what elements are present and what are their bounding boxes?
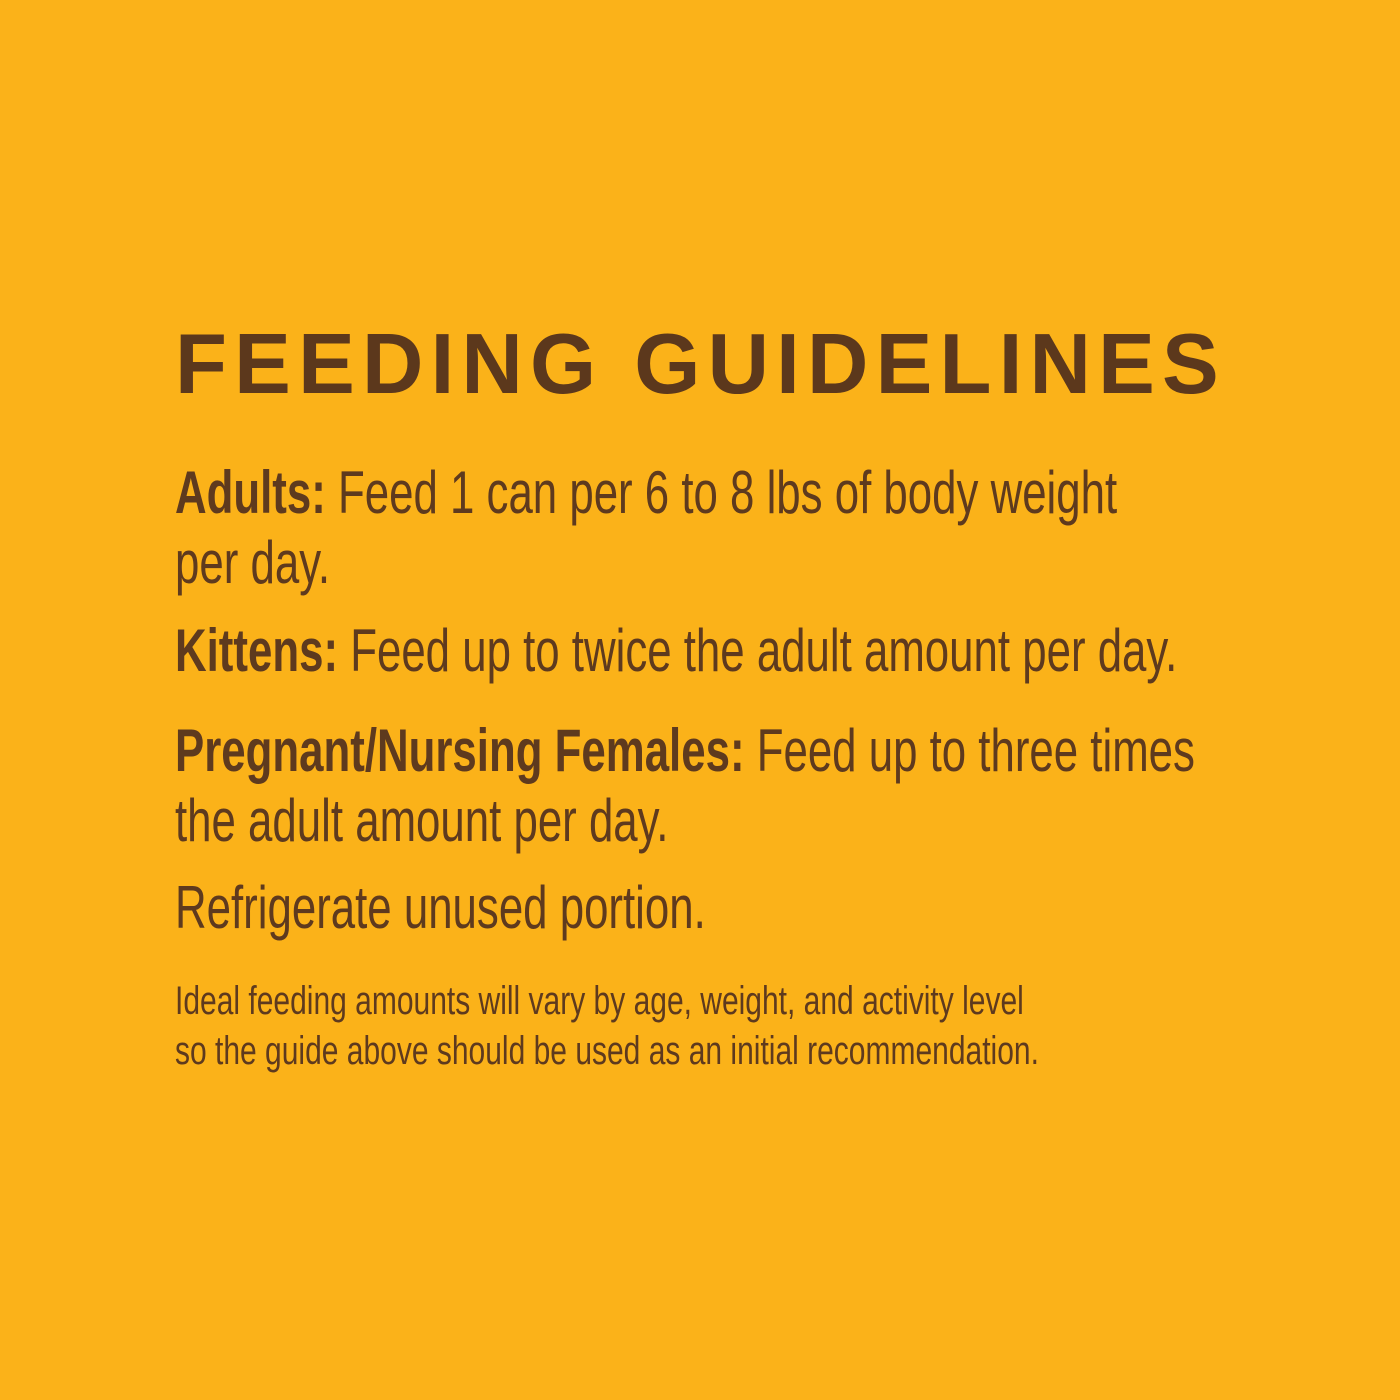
- pregnant-nursing-label: Pregnant/Nursing Females:: [175, 717, 745, 784]
- kittens-guideline: [175, 616, 1400, 686]
- adults-label: Adults:: [175, 459, 326, 526]
- adults-guideline-line-1: [175, 458, 1117, 528]
- feeding-disclaimer-line-1: Ideal feeding amounts will vary by age, weight, and activity level: [175, 979, 1024, 1023]
- pregnant-nursing-text: Feed up to three times: [756, 717, 1195, 784]
- page-title: FEEDING GUIDELINES: [175, 317, 1226, 412]
- feeding-disclaimer-line-2: so the guide above should be used as an initial recommendation.: [175, 1029, 1039, 1073]
- pregnant-nursing-guideline: [175, 716, 1400, 856]
- kittens-text: Feed up to twice the adult amount per day.: [350, 617, 1178, 684]
- refrigerate-note: [175, 873, 902, 943]
- pregnant-nursing-guideline-line-2: the adult amount per day.: [175, 787, 669, 854]
- pregnant-nursing-guideline-line-1: [175, 716, 1195, 786]
- kittens-guideline-line-1: [175, 616, 1177, 686]
- adults-guideline: [175, 458, 1400, 598]
- adults-guideline-line-2: per day.: [175, 529, 331, 596]
- refrigerate-note-line-1: Refrigerate unused portion.: [175, 874, 706, 941]
- feeding-disclaimer: [175, 976, 1327, 1076]
- kittens-label: Kittens:: [175, 617, 339, 684]
- adults-text: Feed 1 can per 6 to 8 lbs of body weight: [338, 459, 1118, 526]
